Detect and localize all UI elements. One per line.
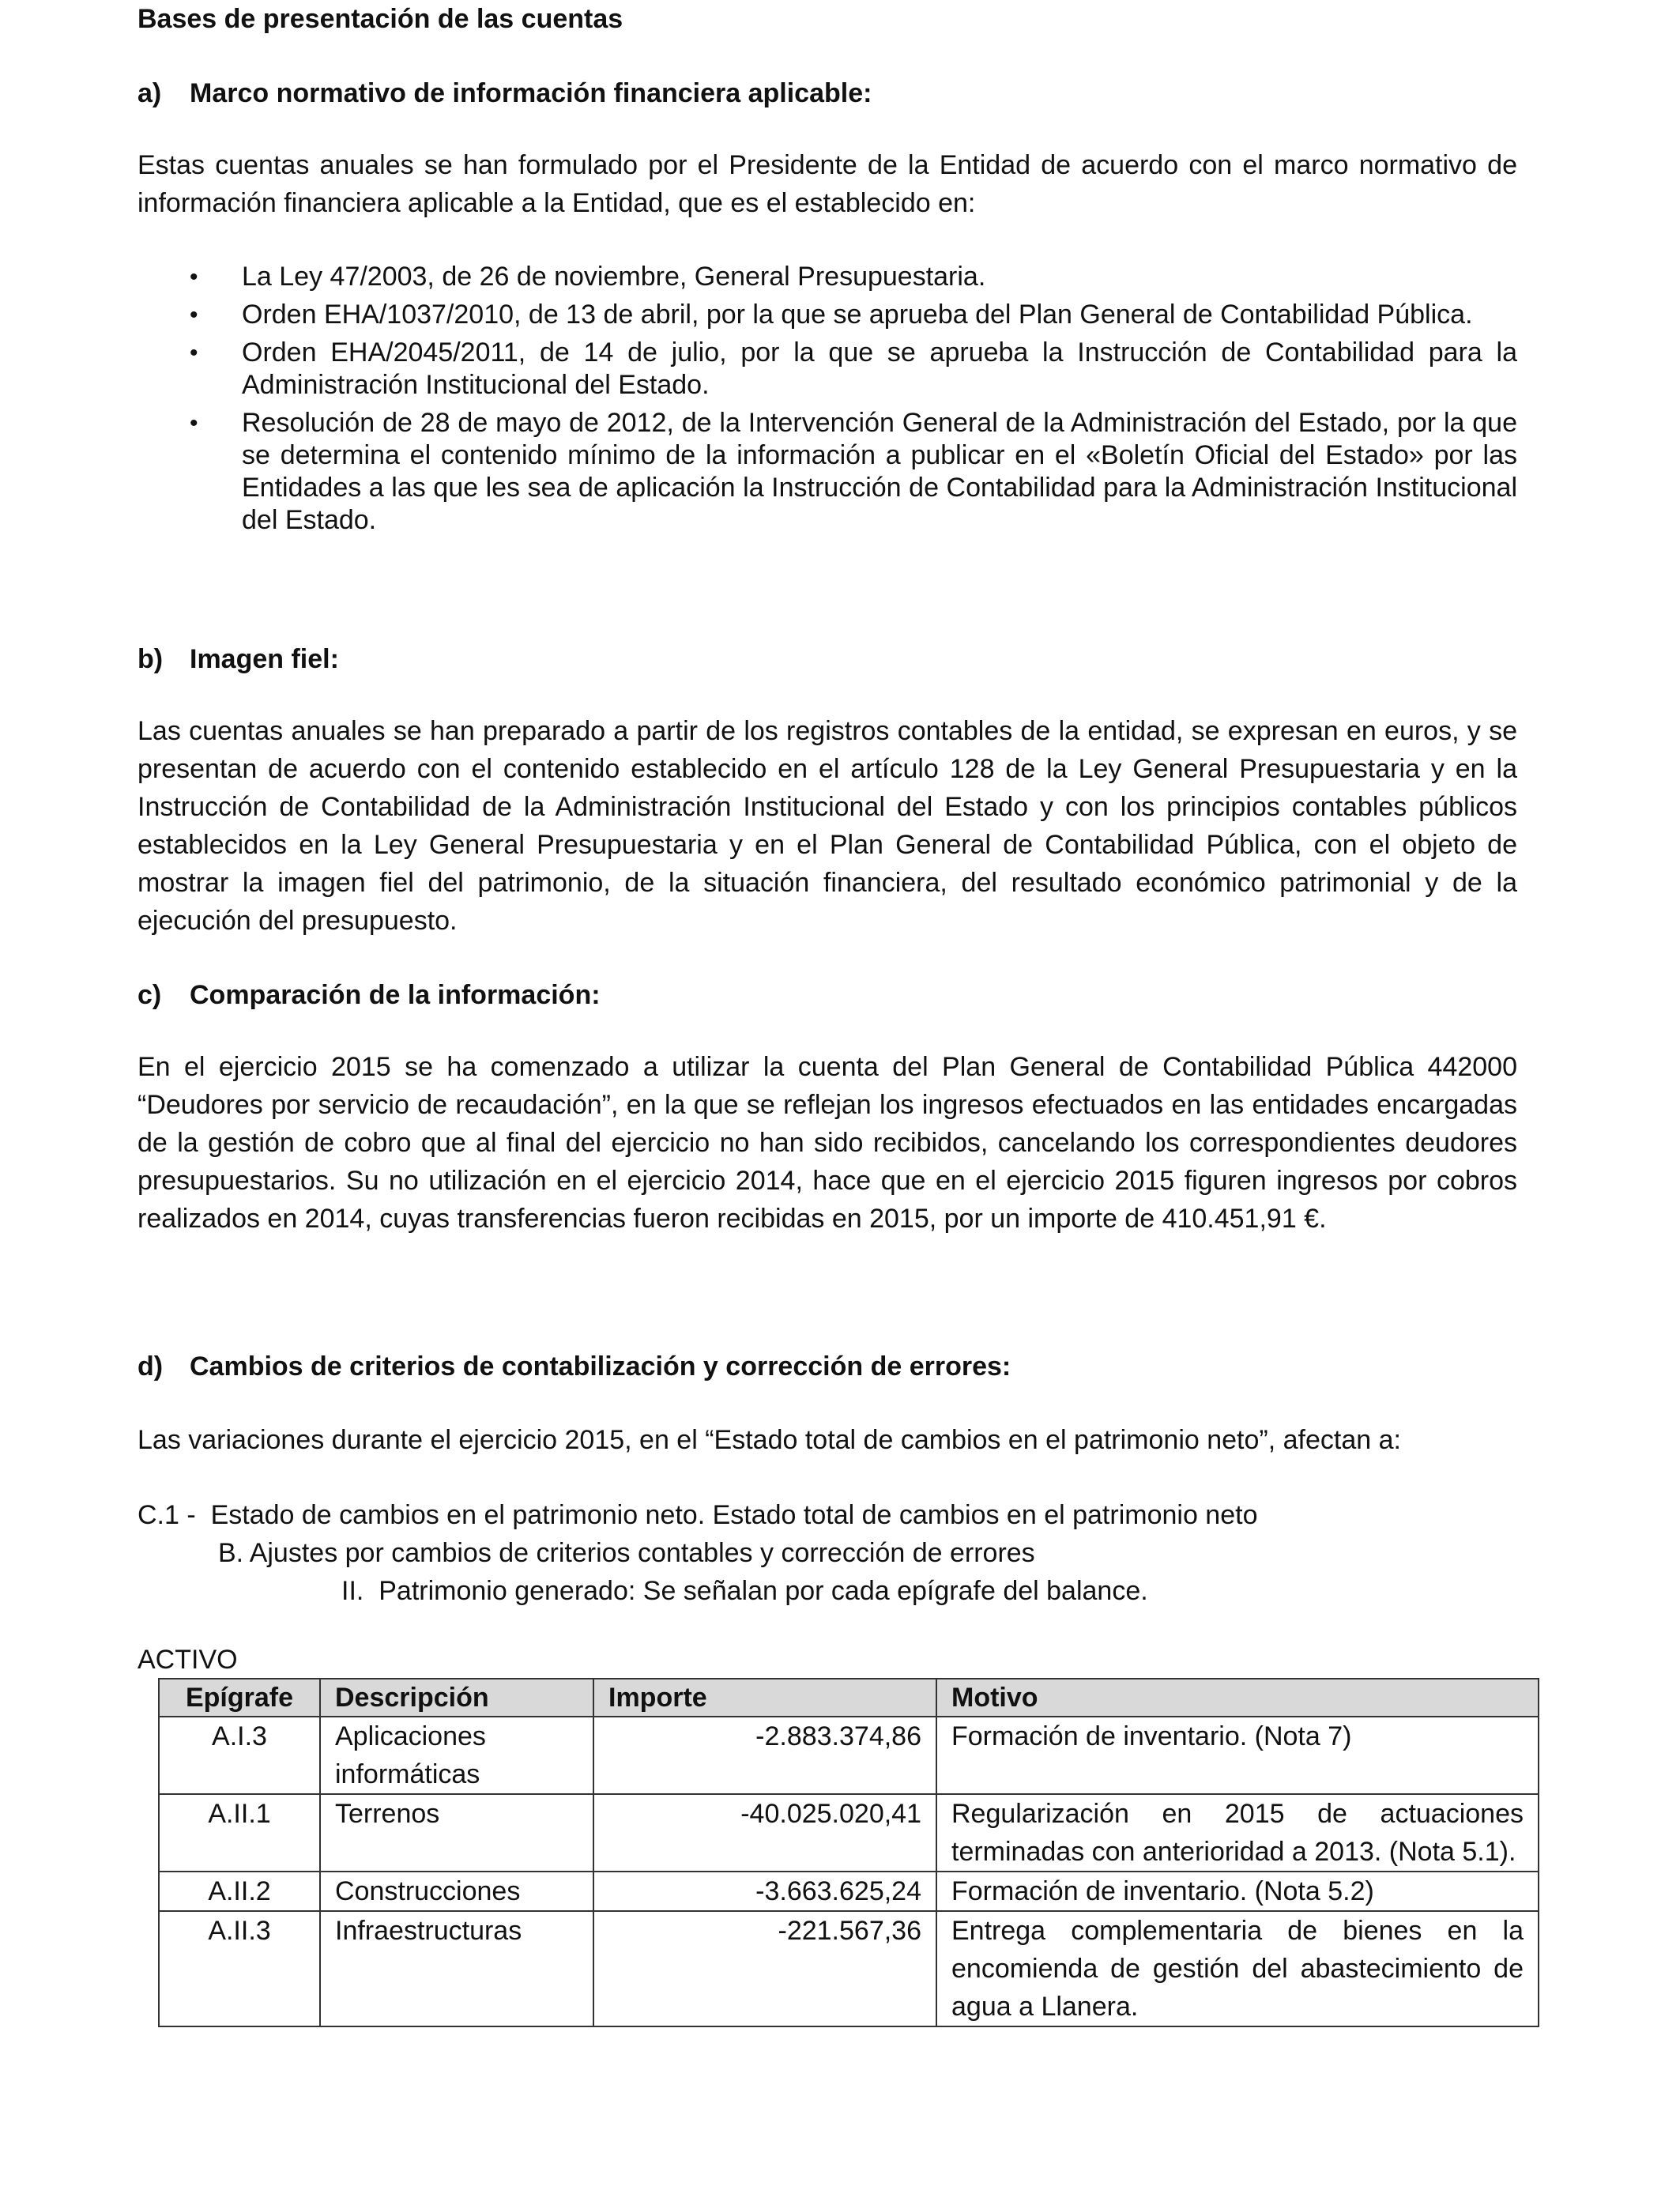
cell-motivo: Formación de inventario. (Nota 5.2)	[936, 1872, 1539, 1911]
section-a-bullet-list	[137, 261, 1517, 542]
activo-table	[158, 1678, 1539, 2027]
cell-descripcion: Aplicaciones informáticas	[320, 1717, 593, 1794]
cell-epigrafe: A.II.1	[159, 1794, 320, 1872]
column-header-descripcion: Descripción	[320, 1679, 593, 1717]
list-item	[137, 337, 1517, 401]
cell-importe: -221.567,36	[593, 1911, 936, 2026]
section-b-body: Las cuentas anuales se han preparado a partir de los registros contables de la entidad, se expresan en euros, y se presentan de acuerdo con el contenido establecido en el artículo 128 de la Ley General Presupuestaria y en la Instrucción de Contabilidad de la Administración Institucional del Estado y con los principios contables públicos establecidos en la Ley General Presupuestaria y en el Plan General de Contabilidad Pública, con el objeto de mostrar la imagen fiel del patrimonio, de la situación financiera, del resultado económico patrimonial y de la ejecución del presupuesto.	[137, 716, 1517, 936]
cell-epigrafe: A.I.3	[159, 1717, 320, 1794]
list-item	[137, 261, 1517, 293]
bullet-icon: •	[190, 302, 198, 328]
cell-motivo: Formación de inventario. (Nota 7)	[936, 1717, 1539, 1794]
section-d-line-c1: C.1 - Estado de cambios en el patrimonio neto. Estado total de cambios en el patrimonio neto	[137, 1500, 1258, 1530]
section-a-heading	[137, 74, 1517, 112]
list-item-text: Orden EHA/1037/2010, de 13 de abril, por la que se aprueba del Plan General de Contabilidad Pública.	[242, 300, 1473, 330]
bullet-icon: •	[190, 410, 198, 436]
list-item-text: Resolución de 28 de mayo de 2012, de la Intervención General de la Administración del Estado, por la que se determina el contenido mínimo de la información a publicar en el «Boletín Oficial del Estado» por las Entidades a las que les sea de aplicación la Instrucción de Contabilidad para la Administración Institucional del Estado.	[242, 408, 1517, 535]
bullet-icon: •	[190, 340, 198, 366]
list-item	[137, 299, 1517, 331]
document-title: Bases de presentación de las cuentas	[137, 4, 623, 34]
cell-descripcion: Construcciones	[320, 1872, 593, 1911]
table-row	[159, 1717, 1539, 1794]
section-d-body: Las variaciones durante el ejercicio 2015, en el “Estado total de cambios en el patrimonio neto”, afectan a:	[137, 1425, 1401, 1455]
section-a-heading-text: Marco normativo de información financiera aplicable:	[190, 78, 872, 108]
cell-importe: -2.883.374,86	[593, 1717, 936, 1794]
cell-epigrafe: A.II.3	[159, 1911, 320, 2026]
column-header-epigrafe: Epígrafe	[159, 1679, 320, 1717]
section-b-heading-text: Imagen fiel:	[190, 644, 339, 674]
section-b-heading	[137, 640, 1517, 678]
table-header-row	[159, 1679, 1539, 1717]
cell-motivo: Regularización en 2015 de actuaciones terminadas con anterioridad a 2013. (Nota 5.1).	[936, 1794, 1539, 1872]
table-label: ACTIVO	[137, 1645, 238, 1675]
section-d-line-ii: II. Patrimonio generado: Se señalan por cada epígrafe del balance.	[341, 1576, 1148, 1606]
list-item-text: La Ley 47/2003, de 26 de noviembre, General Presupuestaria.	[242, 262, 986, 292]
section-d-heading-text: Cambios de criterios de contabilización y corrección de errores:	[190, 1351, 1011, 1382]
section-c-heading	[137, 976, 1517, 1014]
section-c-heading-text: Comparación de la información:	[190, 980, 601, 1010]
cell-importe: -40.025.020,41	[593, 1794, 936, 1872]
section-a-intro: Estas cuentas anuales se han formulado por el Presidente de la Entidad de acuerdo con el marco normativo de información financiera aplicable a la Entidad, que es el establecido en:	[137, 150, 1517, 218]
list-item-text: Orden EHA/2045/2011, de 14 de julio, por la que se aprueba la Instrucción de Contabilidad para la Administración Institucional del Estado.	[242, 337, 1517, 400]
section-c-letter: c)	[137, 980, 162, 1010]
column-header-importe: Importe	[593, 1679, 936, 1717]
bullet-icon: •	[190, 264, 198, 290]
section-d-line-b: B. Ajustes por cambios de criterios contables y corrección de errores	[218, 1538, 1035, 1568]
cell-descripcion: Terrenos	[320, 1794, 593, 1872]
column-header-motivo: Motivo	[936, 1679, 1539, 1717]
cell-motivo: Entrega complementaria de bienes en la encomienda de gestión del abastecimiento de agua a Llanera.	[936, 1911, 1539, 2026]
cell-epigrafe: A.II.2	[159, 1872, 320, 1911]
section-d-letter: d)	[137, 1351, 164, 1382]
cell-descripcion: Infraestructuras	[320, 1911, 593, 2026]
section-b-letter: b)	[137, 644, 164, 674]
section-a-letter: a)	[137, 78, 162, 108]
table-row	[159, 1794, 1539, 1872]
table-row	[159, 1911, 1539, 2026]
list-item	[137, 407, 1517, 537]
section-c-body: En el ejercicio 2015 se ha comenzado a utilizar la cuenta del Plan General de Contabilidad Pública 442000 “Deudores por servicio de recaudación”, en la que se reflejan los ingresos efectuados en las entidades encargadas de la gestión de cobro que al final del ejercicio no han sido recibidos, cancelando los correspondientes deudores presupuestarios. Su no utilización en el ejercicio 2014, hace que en el ejercicio 2015 figuren ingresos por cobros realizados en 2014, cuyas transferencias fueron recibidas en 2015, por un importe de 410.451,91 €.	[137, 1052, 1517, 1234]
table-row	[159, 1872, 1539, 1911]
section-d-heading	[137, 1348, 1517, 1385]
cell-importe: -3.663.625,24	[593, 1872, 936, 1911]
